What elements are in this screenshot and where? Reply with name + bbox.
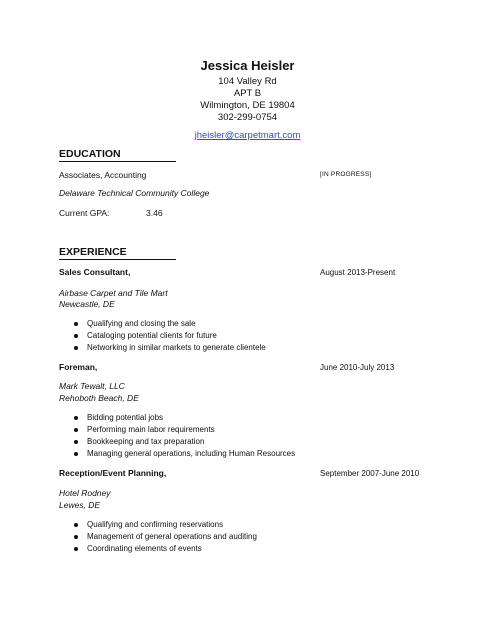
bullet-icon: [74, 440, 78, 444]
job-duties-list: [72, 519, 257, 555]
education-status: [IN PROGRESS]: [320, 171, 372, 178]
bullet-icon: [74, 523, 78, 527]
bullet-icon: [74, 322, 78, 326]
bullet-icon: [74, 334, 78, 338]
list-item: Bookkeeping and tax preparation: [72, 436, 295, 448]
bullet-icon: [74, 428, 78, 432]
job-company: Mark Tewalt, LLC: [59, 381, 125, 391]
list-item: Networking in similar markets to generate clientele: [72, 342, 266, 354]
job-company: Hotel Rodney: [59, 488, 111, 498]
bullet-icon: [74, 547, 78, 551]
gpa-label: Current GPA:: [59, 208, 110, 218]
job-location: Rehoboth Beach, DE: [59, 393, 139, 403]
bullet-icon: [74, 416, 78, 420]
list-item: Performing main labor requirements: [72, 424, 295, 436]
phone-number: 302-299-0754: [217, 112, 278, 123]
job-title: Foreman,: [59, 362, 98, 372]
education-degree: Associates, Accounting: [59, 170, 147, 180]
job-duties-list: [72, 318, 266, 354]
job-location: Lewes, DE: [59, 500, 101, 510]
email-link[interactable]: jheisler@carpetmart.com: [194, 130, 301, 141]
list-item: Cataloging potential clients for future: [72, 330, 266, 342]
job-dates: August 2013-Present: [320, 268, 396, 277]
bullet-icon: [74, 535, 78, 539]
list-item: Bidding potential jobs: [72, 412, 295, 424]
address-line-2: APT B: [233, 88, 262, 99]
job-title: Sales Consultant,: [59, 267, 131, 277]
email-line: [0, 130, 495, 141]
job-company: Airbase Carpet and Tile Mart: [59, 288, 168, 298]
job-dates: June 2010-July 2013: [320, 363, 395, 372]
list-item: Coordinating elements of events: [72, 543, 257, 555]
bullet-icon: [74, 346, 78, 350]
education-heading: EDUCATION: [59, 148, 176, 162]
bullet-icon: [74, 452, 78, 456]
job-dates: September 2007-June 2010: [320, 469, 420, 478]
job-title: Reception/Event Planning,: [59, 468, 167, 478]
job-location: Newcastle, DE: [59, 299, 115, 309]
list-item: Managing general operations, including Human Resources: [72, 448, 295, 460]
job-duties-list: [72, 412, 295, 460]
list-item: Management of general operations and auditing: [72, 531, 257, 543]
address-city: Wilmington, DE 19804: [200, 100, 295, 111]
gpa-value: 3.46: [146, 208, 163, 218]
experience-heading: EXPERIENCE: [59, 246, 176, 260]
applicant-name: Jessica Heisler: [200, 58, 295, 73]
address-line-1: 104 Valley Rd: [218, 76, 277, 87]
list-item: Qualifying and closing the sale: [72, 318, 266, 330]
list-item: Qualifying and confirming reservations: [72, 519, 257, 531]
education-school: Delaware Technical Community College: [59, 188, 210, 198]
